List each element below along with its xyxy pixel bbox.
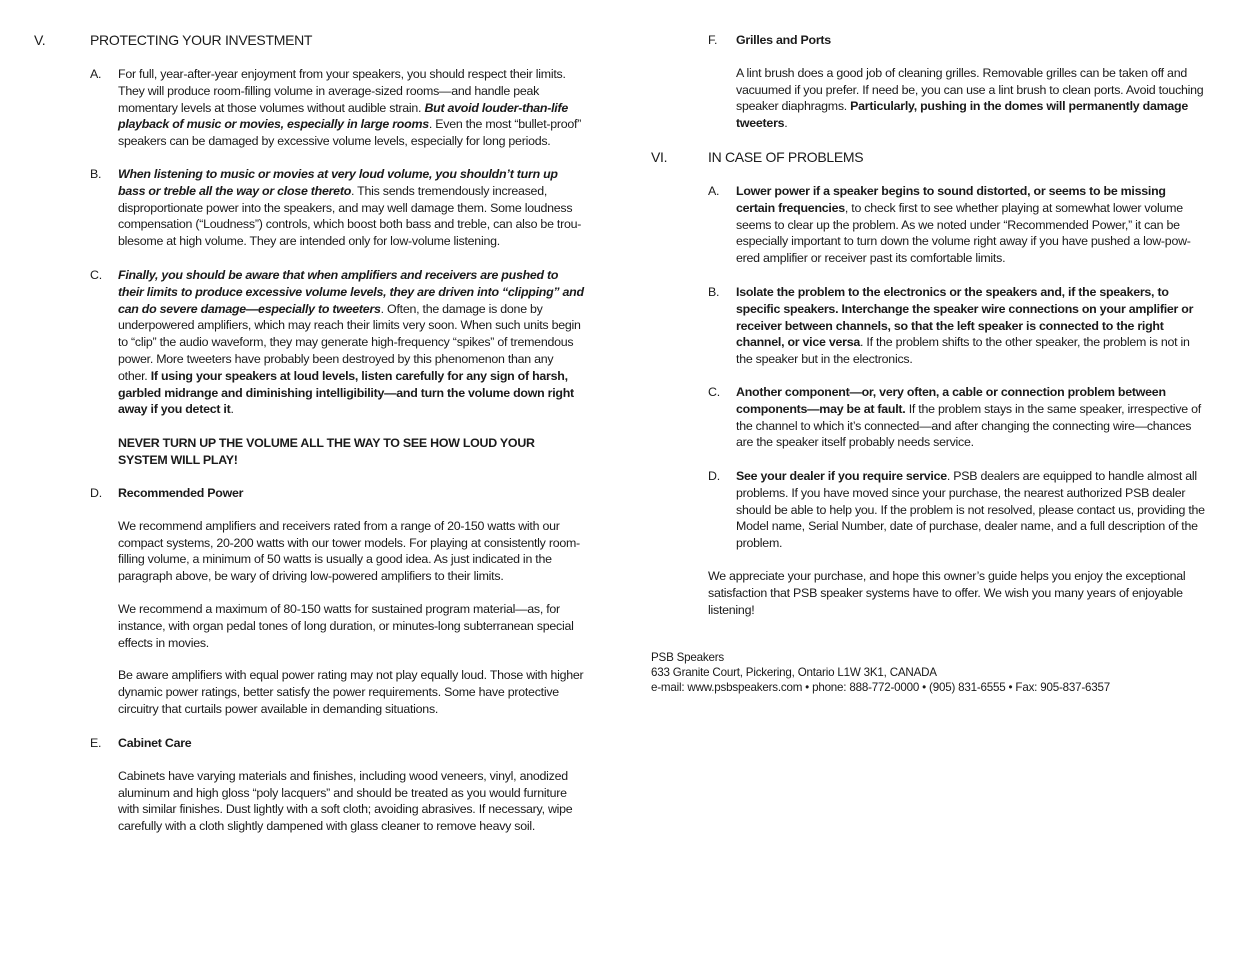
item-letter: D. [708, 469, 720, 483]
body-text: . Even the most “bullet-proof” speakers can be damaged by excessive volume levels, especially for long periods. [118, 117, 582, 149]
item-letter: C. [90, 268, 102, 282]
item-letter: A. [708, 184, 720, 198]
emphasis-text: Another component—or, very often, a cable or connection problem between components—may be at fault. [736, 385, 1166, 416]
closing-note [708, 568, 1206, 618]
company-footer [651, 650, 1211, 695]
item-letter: A. [90, 67, 102, 81]
emphasis-text: Finally, you should be aware that when amplifiers and receivers are pushed to their limits to produce excessive volume levels, they are driven into “clipping” and can do severe damage—especially to tweeters [118, 268, 584, 316]
section-number: V. [34, 32, 46, 48]
volume-warning: NEVER TURN UP THE VOLUME ALL THE WAY TO SEE HOW LOUD YOUR SYSTEM WILL PLAY! [118, 436, 535, 467]
item-body [118, 66, 585, 150]
item-letter: F. [708, 33, 718, 47]
paragraph: We recommend amplifiers and receivers rated from a range of 20-150 watts with our compact systems, 20-200 watts with our tower models. For playing at consistently room-filling volume, a minimum of 50 watts is usually a good idea. As just indicated in the paragraph above, be wary of driving low-powered amplifiers to their limits. [118, 518, 580, 584]
item-letter: E. [90, 736, 102, 750]
subsection-heading: Cabinet Care [118, 736, 192, 750]
subsection-heading: Grilles and Ports [736, 33, 831, 47]
emphasis-text: But avoid louder-than-life playback of music or movies, especially in large rooms [118, 100, 568, 132]
item-body [736, 468, 1206, 552]
item-letter: D. [90, 486, 102, 500]
body-text: . Often, the damage is done by underpowered amplifiers, which may reach their limits very soon. When such units begin to “clip” the audio waveform, they may generate high-frequency “spikes” of tremendous power. More tweeters have probably been destroyed by this phenomenon than any other. [118, 301, 581, 383]
body-text: . [230, 402, 234, 417]
item-body [736, 183, 1206, 267]
body-text: . If the problem shifts to the other speaker, the problem is not in the speaker but in the electronics. [736, 335, 1190, 367]
company-name: PSB Speakers [651, 651, 724, 664]
emphasis-text: Lower power if a speaker begins to sound distorted, or seems to be missing certain frequencies [736, 184, 1166, 215]
item-body [118, 267, 585, 469]
company-contact: e-mail: www.psbspeakers.com • phone: 888-772-0000 • (905) 831-6555 • Fax: 905-837-6357 [651, 681, 1111, 694]
body-text: . [784, 116, 788, 131]
body-text: , to check first to see whether playing at somewhat lower volume seems to clear up the problem. As we noted under “Recommended Power,” it can be especially important to turn down the volume right away if you have pushed a low-powered amplifier or receiver past its comfortable limits. [736, 200, 1191, 266]
item-body [118, 166, 585, 250]
section-title: PROTECTING YOUR INVESTMENT [90, 32, 313, 48]
body-text: . PSB dealers are equipped to handle almost all problems. If you have moved since your purchase, the nearest authorized PSB dealer should be able to help you. If the problem is not resolved, please contact us, providing the Model name, Serial Number, date of purchase, dealer name, and a full description of the problem. [736, 469, 1205, 551]
warning-text: If using your speakers at loud levels, listen carefully for any sign of harsh, garbled midrange and diminishing intelligibility—and turn the volume down right away if you detect it [118, 368, 574, 417]
paragraph: Cabinets have varying materials and finishes, including wood veneers, vinyl, anodized aluminum and high gloss “poly lacquers” and should be treated as you would furniture with similar finishes. Dust lightly with a soft cloth; avoiding abrasives. If necessary, wipe carefully with a cloth slightly dampened with glass cleaner to remove heavy soil. [118, 768, 573, 834]
emphasis-text: Isolate the problem to the electronics or the speakers and, if the speakers, to specific speakers. Interchange the speaker wire connections on your amplifier or receiver between channels, so that the left speaker is connected to the right channel, or vice versa [736, 285, 1194, 350]
emphasis-text: See your dealer if you require service [736, 469, 947, 483]
section-title: IN CASE OF PROBLEMS [708, 149, 864, 165]
item-body [736, 384, 1206, 451]
subsection-heading: Recommended Power [118, 486, 244, 500]
emphasis-text: When listening to music or movies at very loud volume, you shouldn’t turn up bass or treble all the way or close thereto [118, 167, 558, 198]
body-text: A lint brush does a good job of cleaning grilles. Removable grilles can be taken off and vacuumed if you prefer. If need be, you can use a lint brush to clean ports. Avoid touching speaker diaphragms. [736, 65, 1204, 114]
warning-text: Particularly, pushing in the domes will permanently damage tweeters [736, 99, 1188, 131]
paragraph: Be aware amplifiers with equal power rating may not play equally loud. Those with higher dynamic power ratings, better satisfy the power requirements. Some have protective circuitry that curtails power available in demanding situations. [118, 668, 584, 716]
company-address: 633 Granite Court, Pickering, Ontario L1W 3K1, CANADA [651, 666, 937, 679]
paragraph: We recommend a maximum of 80-150 watts for sustained program material—as, for instance, with organ pedal tones of long duration, or minutes-long subterranean special effects in movies. [118, 601, 574, 650]
body-text: If the problem stays in the same speaker, irrespective of the channel to which it’s connected—and after changing the connecting wire—chances are the speaker itself probably needs service. [736, 401, 1201, 450]
item-body [118, 735, 585, 835]
item-letter: B. [708, 285, 720, 299]
body-text: . This sends tremendously increased, disproportionate power into the speakers, and may well damage them. Some loudness compensation (“Loudness”) controls, which boost both bass and treble, can also be troublesome at high volume. They are intended only for low-volume listening. [118, 183, 582, 249]
item-body [118, 485, 585, 718]
item-body [736, 284, 1206, 368]
item-letter: B. [90, 167, 102, 181]
body-text: For full, year-after-year enjoyment from your speakers, you should respect their limits. They will produce room-filling volume in average-sized rooms—and handle peak momentary levels at those volumes without audible strain. [118, 67, 566, 115]
section-number: VI. [651, 149, 668, 165]
item-body [736, 32, 1206, 132]
item-letter: C. [708, 385, 720, 399]
closing-paragraph: We appreciate your purchase, and hope this owner’s guide helps you enjoy the exceptional satisfaction that PSB speaker systems have to offer. We wish you many years of enjoyable listening! [708, 569, 1186, 617]
